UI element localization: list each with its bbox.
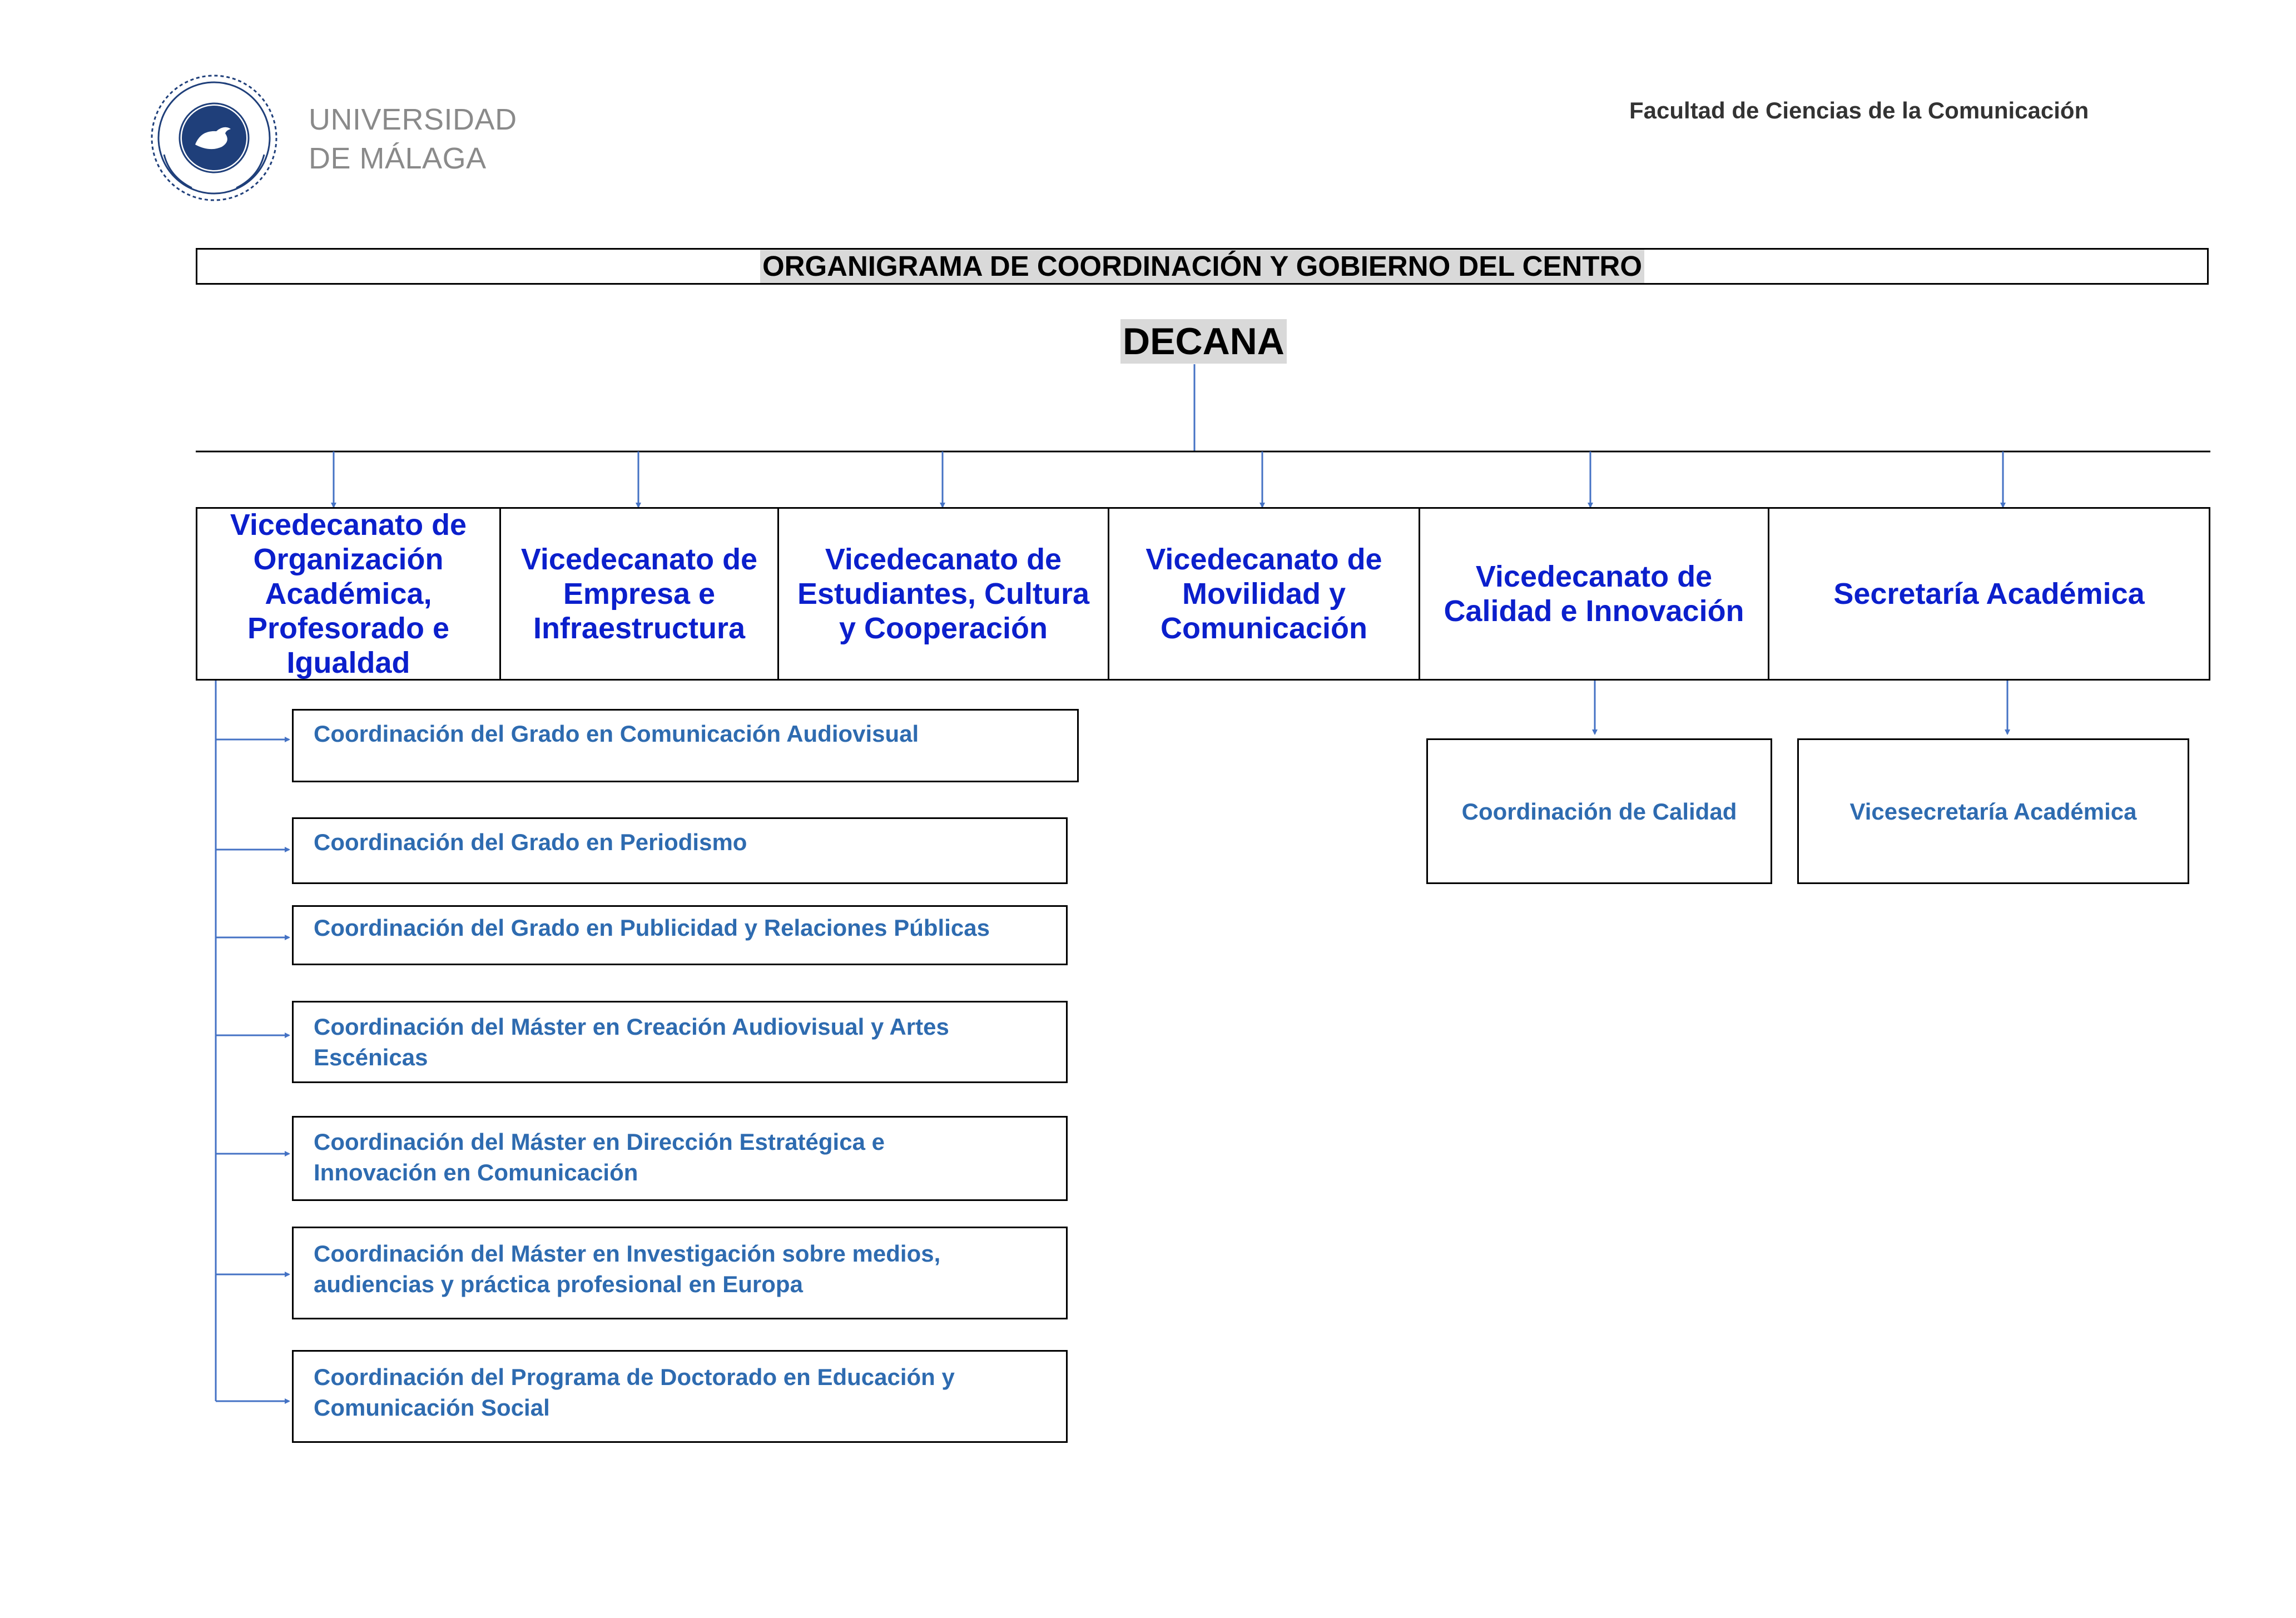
unit-estudiantes: Vicedecanato de Estudiantes, Cultura y Cooperación [777, 507, 1109, 681]
vicesecretaria-academica: Vicesecretaría Académica [1797, 738, 2189, 884]
coord-master-direccion: Coordinación del Máster en Dirección Estratégica e Innovación en Comunicación [292, 1116, 1068, 1201]
unit-empresa: Vicedecanato de Empresa e Infraestructura [499, 507, 779, 681]
coord-grado-audiovisual: Coordinación del Grado en Comunicación Audiovisual [292, 709, 1079, 782]
unit-org-academica: Vicedecanato de Organización Académica, Profesorado e Igualdad [196, 507, 501, 681]
university-name-line1: UNIVERSIDAD [309, 103, 517, 136]
coord-master-investigacion: Coordinación del Máster en Investigación sobre medios, audiencias y práctica profesional en Europa [292, 1227, 1068, 1319]
coord-calidad: Coordinación de Calidad [1426, 738, 1772, 884]
coord-master-creacion: Coordinación del Máster en Creación Audiovisual y Artes Escénicas [292, 1001, 1068, 1083]
unit-movilidad: Vicedecanato de Movilidad y Comunicación [1108, 507, 1420, 681]
dean-node: DECANA [1120, 319, 1287, 364]
unit-calidad: Vicedecanato de Calidad e Innovación [1419, 507, 1769, 681]
coord-doctorado: Coordinación del Programa de Doctorado en Educación y Comunicación Social [292, 1350, 1068, 1443]
university-name-line2: DE MÁLAGA [309, 142, 487, 175]
coord-grado-publicidad: Coordinación del Grado en Publicidad y Relaciones Públicas [292, 905, 1068, 965]
unit-secretaria: Secretaría Académica [1768, 507, 2210, 681]
coord-grado-periodismo: Coordinación del Grado en Periodismo [292, 817, 1068, 884]
faculty-name: Facultad de Ciencias de la Comunicación [1629, 97, 2089, 123]
chart-title: ORGANIGRAMA DE COORDINACIÓN Y GOBIERNO DEL CENTRO [760, 250, 1644, 283]
